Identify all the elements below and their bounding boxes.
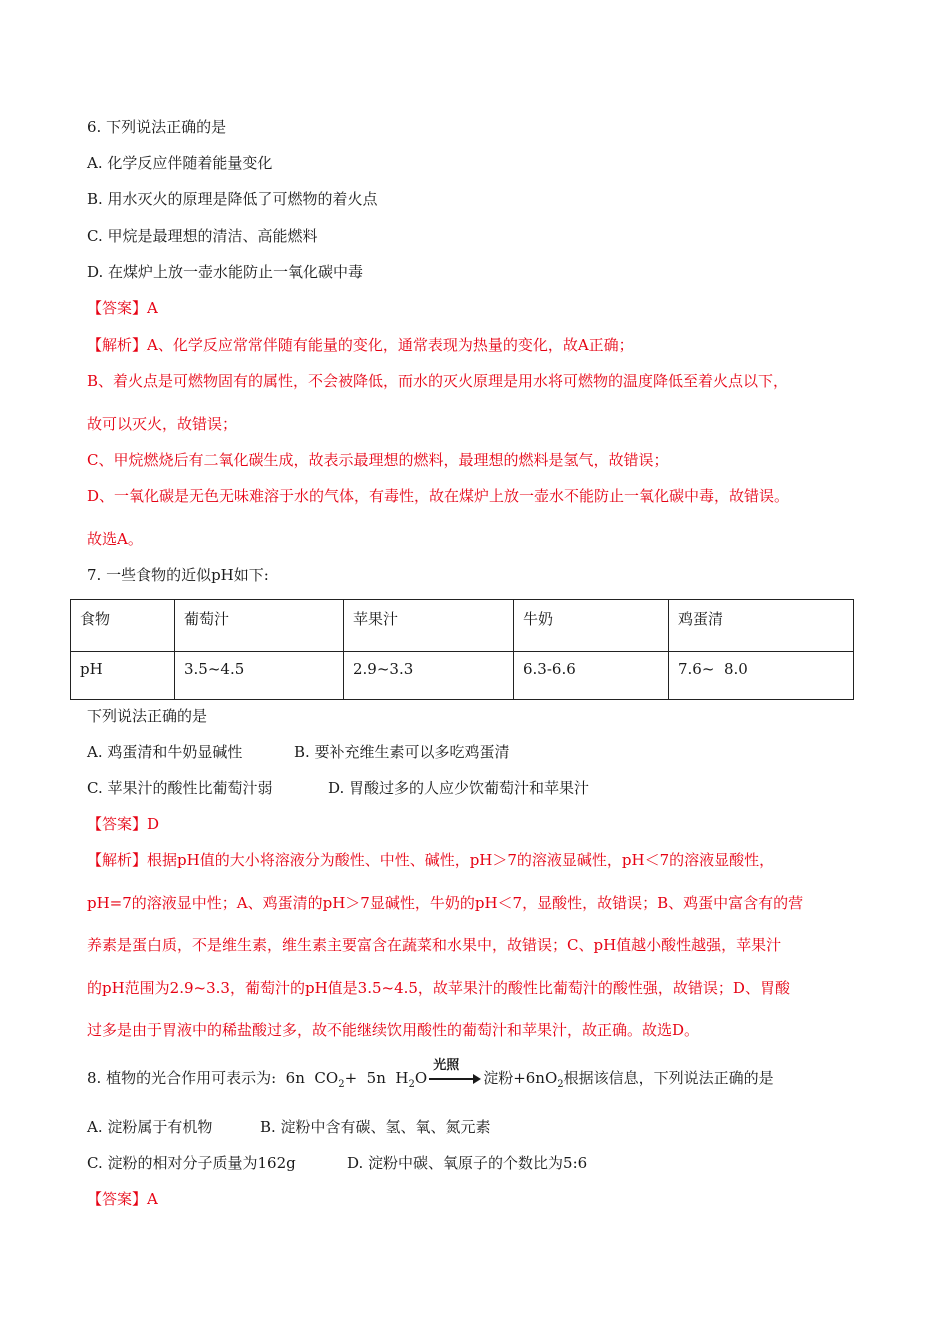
reaction-arrow [427,1058,483,1088]
q7-option-b: B. 要补充维生素可以多吃鸡蛋清 [294,743,510,761]
equation-text: 淀粉+6nO [483,1069,558,1087]
answer-tag: 【答案】 [87,299,148,317]
q6-analysis-line-5: D、一氧化碳是无色无味难溶于水的气体，有毒性，故在煤炉上放一壶水不能防止一氧化碳中毒，故错误。 [87,487,790,505]
q6-analysis-line-4: C、甲烷燃烧后有二氧化碳生成，故表示最理想的燃料，最理想的燃料是氢气，故错误； [87,451,669,469]
q8-options-row-2 [87,1153,588,1173]
q6-analysis-line-2: B、着火点是可燃物固有的属性，不会被降低，而水的灭火原理是用水将可燃物的温度降低至着火点以下， [87,372,789,390]
q7-analysis-line-2: pH=7的溶液显中性；A、鸡蛋清的pH＞7显碱性，牛奶的pH＜7，显酸性，故错误；B、鸡蛋中富含有的营 [87,894,804,912]
q8-option-b: B. 淀粉中含有碳、氢、氧、氮元素 [260,1118,491,1136]
q7-options-row-1 [87,742,510,762]
table-cell: 食物 [71,600,175,652]
table-cell: 牛奶 [514,600,669,652]
analysis-tag: 【解析】 [87,336,148,354]
q7-option-c: C. 苹果汁的酸性比葡萄汁弱 [87,779,273,797]
q6-option-b: B. 用水灭火的原理是降低了可燃物的着火点 [87,190,378,208]
answer-tag: 【答案】 [87,815,148,833]
arrow-head-icon [473,1074,481,1084]
table-cell: 苹果汁 [344,600,514,652]
q7-analysis-line-5: 过多是由于胃液中的稀盐酸过多，故不能继续饮用酸性的葡萄汁和苹果汁，故正确。故选D。 [87,1021,700,1039]
q6-option-c: C. 甲烷是最理想的清洁、高能燃料 [87,227,318,245]
subscript: 2 [338,1079,345,1090]
equation-text: + 5n H [344,1069,409,1087]
equation-text: O [414,1069,428,1087]
arrow-shaft [429,1078,475,1080]
answer-value: D [147,815,160,833]
q8-option-d: D. 淀粉中碳、氧原子的个数比为5:6 [347,1154,588,1172]
q8-options-row-1 [87,1117,491,1137]
q7-stem: 7. 一些食物的近似pH如下: [87,566,269,584]
q6-answer [87,298,158,318]
subscript: 2 [557,1079,564,1090]
table-row [71,600,854,652]
analysis-text: A、化学反应常常伴随有能量的变化，通常表现为热量的变化，故A正确； [147,336,634,354]
q7-question: 下列说法正确的是 [87,707,208,725]
q6-stem: 6. 下列说法正确的是 [87,118,227,136]
q7-option-a: A. 鸡蛋清和牛奶显碱性 [87,743,243,761]
q7-answer [87,814,159,834]
table-cell: 7.6~ 8.0 [669,652,854,700]
answer-value: A [147,1190,158,1208]
q7-analysis-line-3: 养素是蛋白质，不是维生素，维生素主要富含在蔬菜和水果中，故错误；C、pH值越小酸性越强，苹果汁 [87,936,782,954]
q8-option-c: C. 淀粉的相对分子质量为162g [87,1154,296,1172]
answer-value: A [147,299,158,317]
table-row [71,652,854,700]
table-cell: 葡萄汁 [175,600,344,652]
q8-stem [87,1058,774,1095]
q6-option-a: A. 化学反应伴随着能量变化 [87,154,273,172]
arrow-label: 光照 [433,1058,460,1073]
answer-tag: 【答案】 [87,1190,148,1208]
q8-answer [87,1189,158,1209]
ph-table [70,599,854,700]
table-cell: 6.3-6.6 [514,652,669,700]
equation-text: 根据该信息，下列说法正确的是 [563,1069,774,1087]
table-cell: pH [71,652,175,700]
analysis-tag: 【解析】 [87,851,148,869]
q7-analysis-line-1 [87,850,774,870]
subscript: 2 [408,1079,415,1090]
q7-analysis-line-4: 的pH范围为2.9~3.3，葡萄汁的pH值是3.5~4.5，故苹果汁的酸性比葡萄汁的酸性强，故错误；D、胃酸 [87,979,790,997]
analysis-text: 根据pH值的大小将溶液分为酸性、中性、碱性，pH＞7的溶液显碱性，pH＜7的溶液显酸性， [147,851,775,869]
table-cell: 2.9~3.3 [344,652,514,700]
q6-analysis-line-3: 故可以灭火，故错误； [87,415,238,433]
q7-option-d: D. 胃酸过多的人应少饮葡萄汁和苹果汁 [328,779,590,797]
q8-option-a: A. 淀粉属于有机物 [87,1118,213,1136]
table-cell: 鸡蛋清 [669,600,854,652]
equation-text: 8. 植物的光合作用可表示为: 6n CO [87,1069,339,1087]
table-cell: 3.5~4.5 [175,652,344,700]
q6-option-d: D. 在煤炉上放一壶水能防止一氧化碳中毒 [87,263,364,281]
q6-analysis-line-6: 故选A。 [87,530,143,548]
q7-options-row-2 [87,778,590,798]
q6-analysis-line-1 [87,335,634,355]
